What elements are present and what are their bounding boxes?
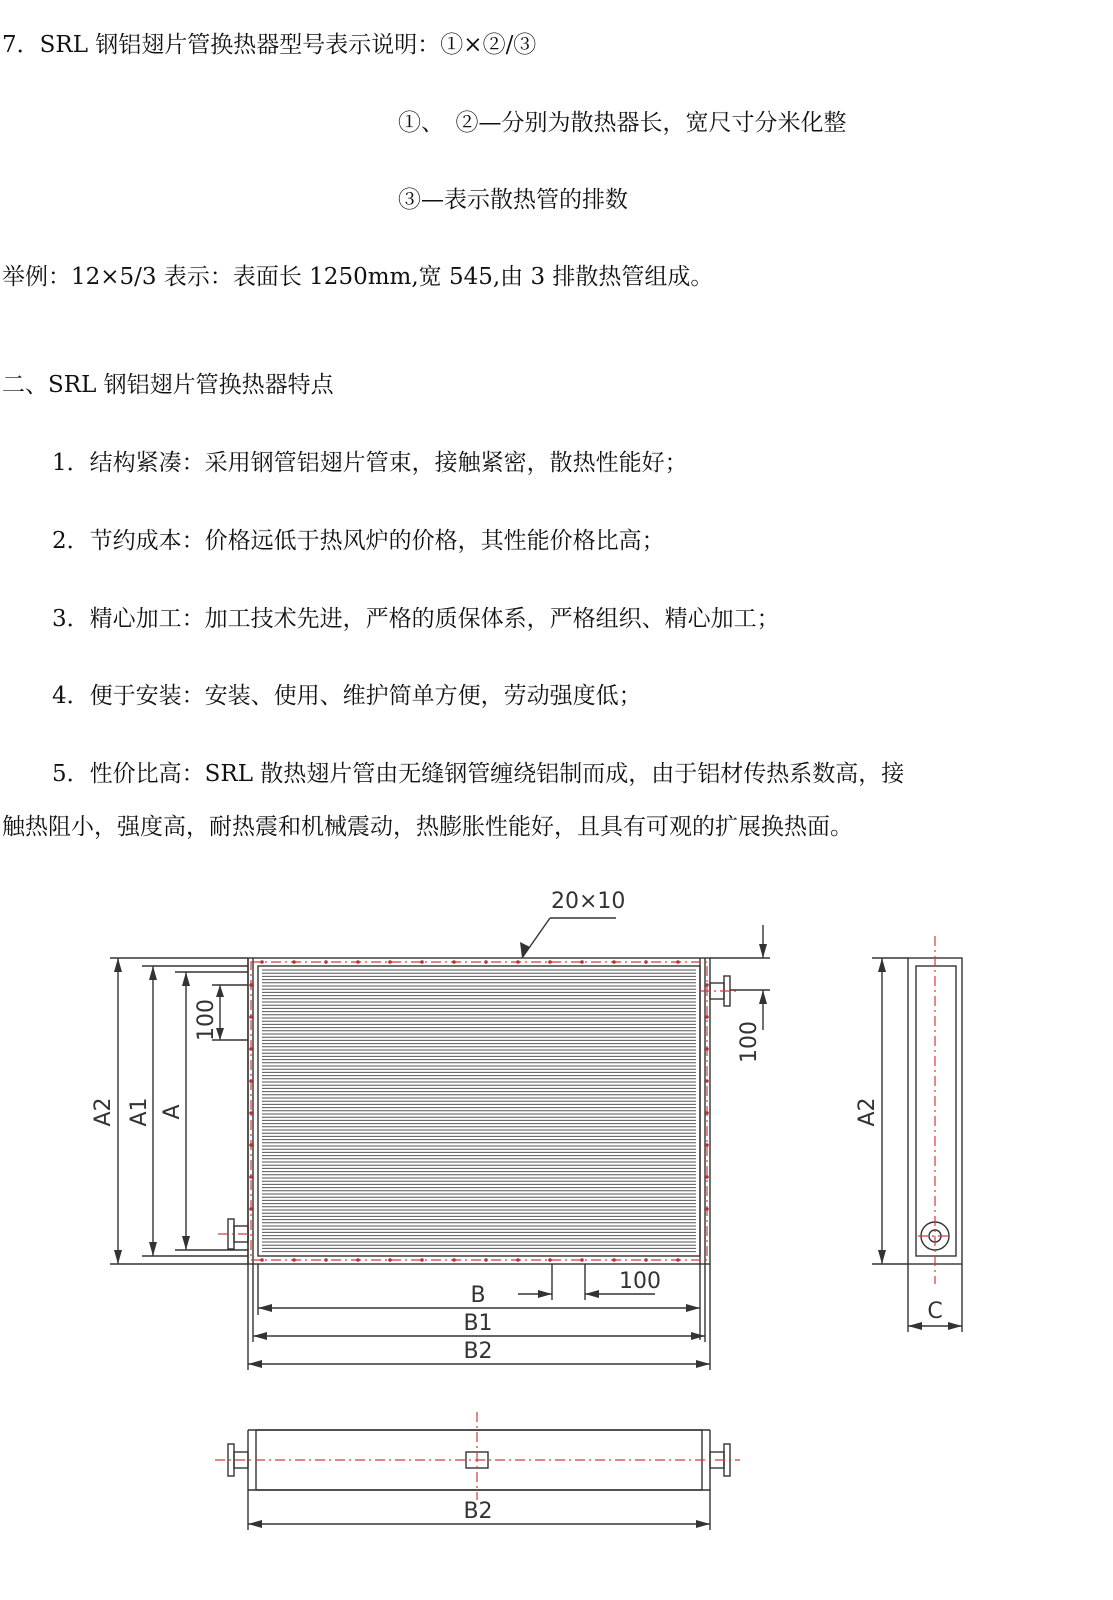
bolt-hole <box>705 1207 709 1211</box>
bolt-hole <box>676 1258 680 1262</box>
bolt-hole <box>260 1258 264 1262</box>
bolt-hole <box>705 1143 709 1147</box>
bolt-hole <box>356 960 360 964</box>
feature-2: 2．节约成本：价格远低于热风炉的价格，其性能价格比高； <box>52 528 665 554</box>
side-view-inner <box>916 966 956 1256</box>
bolt-hole <box>292 960 296 964</box>
bolt-hole <box>705 1015 709 1019</box>
feature-5-line-2: 触热阻小，强度高，耐热震和机械震动，热膨胀性能好，且具有可观的扩展换热面。 <box>2 814 853 840</box>
bolt-hole <box>580 1258 584 1262</box>
bolt-hole <box>676 960 680 964</box>
fin-tube-rows <box>262 970 696 1252</box>
bolt-hole <box>388 960 392 964</box>
bolt-hole <box>324 1258 328 1262</box>
dim-b1-label: B1 <box>463 1311 493 1336</box>
bolt-hole <box>249 1047 253 1051</box>
bolt-hole <box>484 1258 488 1262</box>
model-item-2: ③—表示散热管的排数 <box>398 187 628 213</box>
bolt-hole <box>705 1079 709 1083</box>
example-text: 举例：12×5/3 表示：表面长 1250mm,宽 545,由 3 排散热管组成。 <box>2 264 714 290</box>
bolt-hole <box>388 1258 392 1262</box>
bolt-hole <box>516 1258 520 1262</box>
bolt-hole <box>356 1258 360 1262</box>
bolt-hole <box>705 1047 709 1051</box>
dim-b2-label: B2 <box>463 1339 493 1364</box>
bolt-hole <box>249 1079 253 1083</box>
dim-a-label: A <box>160 1104 185 1120</box>
bolt-hole <box>644 960 648 964</box>
bolt-hole <box>580 960 584 964</box>
bolt-hole <box>249 1015 253 1019</box>
bolt-hole <box>260 960 264 964</box>
bolt-hole <box>292 1258 296 1262</box>
bolt-hole <box>249 1143 253 1147</box>
bolt-hole <box>516 960 520 964</box>
bolt-hole <box>548 1258 552 1262</box>
dim-b-label: B <box>470 1283 486 1308</box>
dim-c-label: C <box>927 1299 943 1324</box>
model-item-1: ①、 ②—分别为散热器长，宽尺寸分米化整 <box>398 110 847 136</box>
bolt-hole <box>705 1111 709 1115</box>
bolt-hole <box>484 960 488 964</box>
feature-3: 3．精心加工：加工技术先进，严格的质保体系，严格组织、精心加工； <box>52 606 780 632</box>
dim-100-right-label: 100 <box>737 1021 762 1063</box>
bolt-hole <box>249 983 253 987</box>
bolt-hole <box>420 960 424 964</box>
bolt-hole <box>452 1258 456 1262</box>
bolt-hole <box>705 983 709 987</box>
bolt-hole <box>452 960 456 964</box>
bolt-hole <box>420 1258 424 1262</box>
bolt-hole <box>705 1175 709 1179</box>
bolt-hole <box>612 960 616 964</box>
bolt-hole <box>324 960 328 964</box>
bolt-hole <box>249 1111 253 1115</box>
bolt-hole <box>612 1258 616 1262</box>
feature-5-line-1: 5．性价比高：SRL 散热翅片管由无缝钢管缠绕铝制而成，由于铝材传热系数高，接 <box>52 761 905 787</box>
dim-a2-side-label: A2 <box>855 1097 880 1127</box>
bolt-hole <box>249 1207 253 1211</box>
flange-spec-label: 20×10 <box>551 889 626 914</box>
bolt-hole <box>644 1258 648 1262</box>
feature-1: 1．结构紧凑：采用钢管铝翅片管束，接触紧密，散热性能好； <box>52 450 688 476</box>
feature-4: 4．便于安装：安装、使用、维护简单方便，劳动强度低； <box>52 683 642 709</box>
bolt-hole <box>249 1175 253 1179</box>
bolt-hole <box>548 960 552 964</box>
section-heading: 二、SRL 钢铝翅片管换热器特点 <box>2 372 334 398</box>
dim-100-left-label: 100 <box>194 999 219 1041</box>
dim-100-bottom-label: 100 <box>619 1269 661 1294</box>
dim-a2-label: A2 <box>91 1097 116 1127</box>
dim-b2-bottom-label: B2 <box>463 1499 493 1524</box>
dim-a1-label: A1 <box>127 1097 152 1127</box>
model-heading: 7．SRL 钢铝翅片管换热器型号表示说明：①×②/③ <box>2 32 537 58</box>
